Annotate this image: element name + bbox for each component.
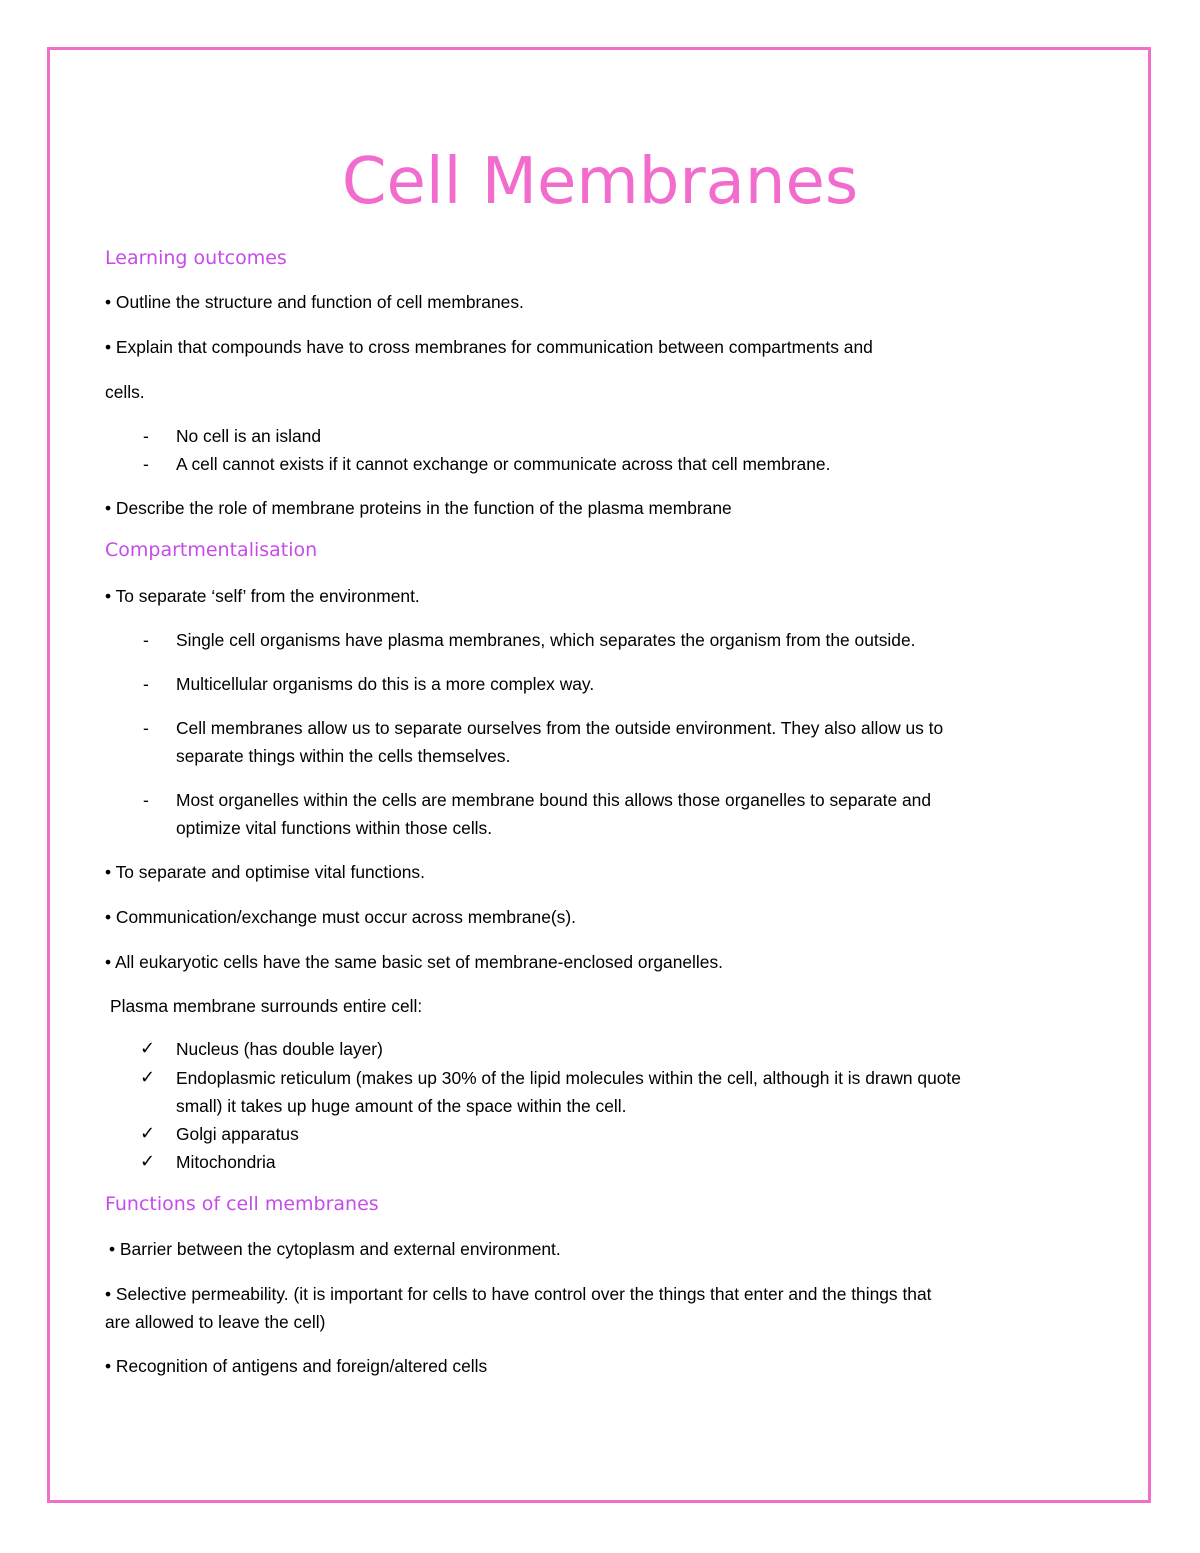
sub-list-item: Cell membranes allow us to separate ourselves from the outside environment. They also allow us to (176, 718, 944, 738)
checklist-item: Golgi apparatus (176, 1124, 299, 1144)
dash-icon: - (143, 630, 149, 650)
dash-icon: - (143, 718, 149, 738)
list-item: • Recognition of antigens and foreign/altered cells (105, 1356, 488, 1376)
list-item: • Selective permeability. (it is important for cells to have control over the things that enter and the things that (105, 1284, 932, 1304)
heading-learning-outcomes: Learning outcomes (105, 247, 287, 269)
list-item: • Barrier between the cytoplasm and external environment. (109, 1239, 561, 1259)
list-item: • To separate and optimise vital functions. (105, 862, 425, 882)
checklist-item-continuation: small) it takes up huge amount of the space within the cell. (176, 1096, 627, 1116)
check-icon: ✓ (140, 1151, 156, 1172)
page-title: Cell Membranes (341, 145, 859, 219)
check-icon: ✓ (140, 1038, 156, 1059)
list-item: • Explain that compounds have to cross membranes for communication between compartments and (105, 337, 873, 357)
list-item: • Communication/exchange must occur across membrane(s). (105, 907, 576, 927)
check-icon: ✓ (140, 1123, 156, 1144)
dash-icon: - (143, 674, 149, 694)
sub-list-item-continuation: separate things within the cells themselves. (176, 746, 511, 766)
plasma-membrane-note: Plasma membrane surrounds entire cell: (110, 996, 423, 1016)
checklist-item: Endoplasmic reticulum (makes up 30% of the lipid molecules within the cell, although it is drawn quote (176, 1068, 961, 1088)
sub-list-item: No cell is an island (176, 426, 321, 446)
checklist-item: Mitochondria (176, 1152, 276, 1172)
sub-list-item: Most organelles within the cells are membrane bound this allows those organelles to separate and (176, 790, 931, 810)
list-item-continuation: are allowed to leave the cell) (105, 1312, 326, 1332)
dash-icon: - (143, 426, 149, 446)
heading-compartmentalisation: Compartmentalisation (105, 539, 318, 561)
sub-list-item-continuation: optimize vital functions within those cells. (176, 818, 493, 838)
sub-list-item: A cell cannot exists if it cannot exchange or communicate across that cell membrane. (176, 454, 831, 474)
heading-functions: Functions of cell membranes (105, 1193, 379, 1215)
list-item: • All eukaryotic cells have the same basic set of membrane-enclosed organelles. (105, 952, 723, 972)
dash-icon: - (143, 790, 149, 810)
list-item: • Describe the role of membrane proteins in the function of the plasma membrane (105, 498, 732, 518)
checklist-item: Nucleus (has double layer) (176, 1039, 383, 1059)
sub-list-item: Single cell organisms have plasma membranes, which separates the organism from the outside. (176, 630, 916, 650)
sub-list-item: Multicellular organisms do this is a more complex way. (176, 674, 595, 694)
list-item: • Outline the structure and function of cell membranes. (105, 292, 524, 312)
list-item-continuation: cells. (105, 382, 145, 402)
dash-icon: - (143, 454, 149, 474)
list-item: • To separate ‘self’ from the environment. (105, 586, 420, 606)
check-icon: ✓ (140, 1067, 156, 1088)
